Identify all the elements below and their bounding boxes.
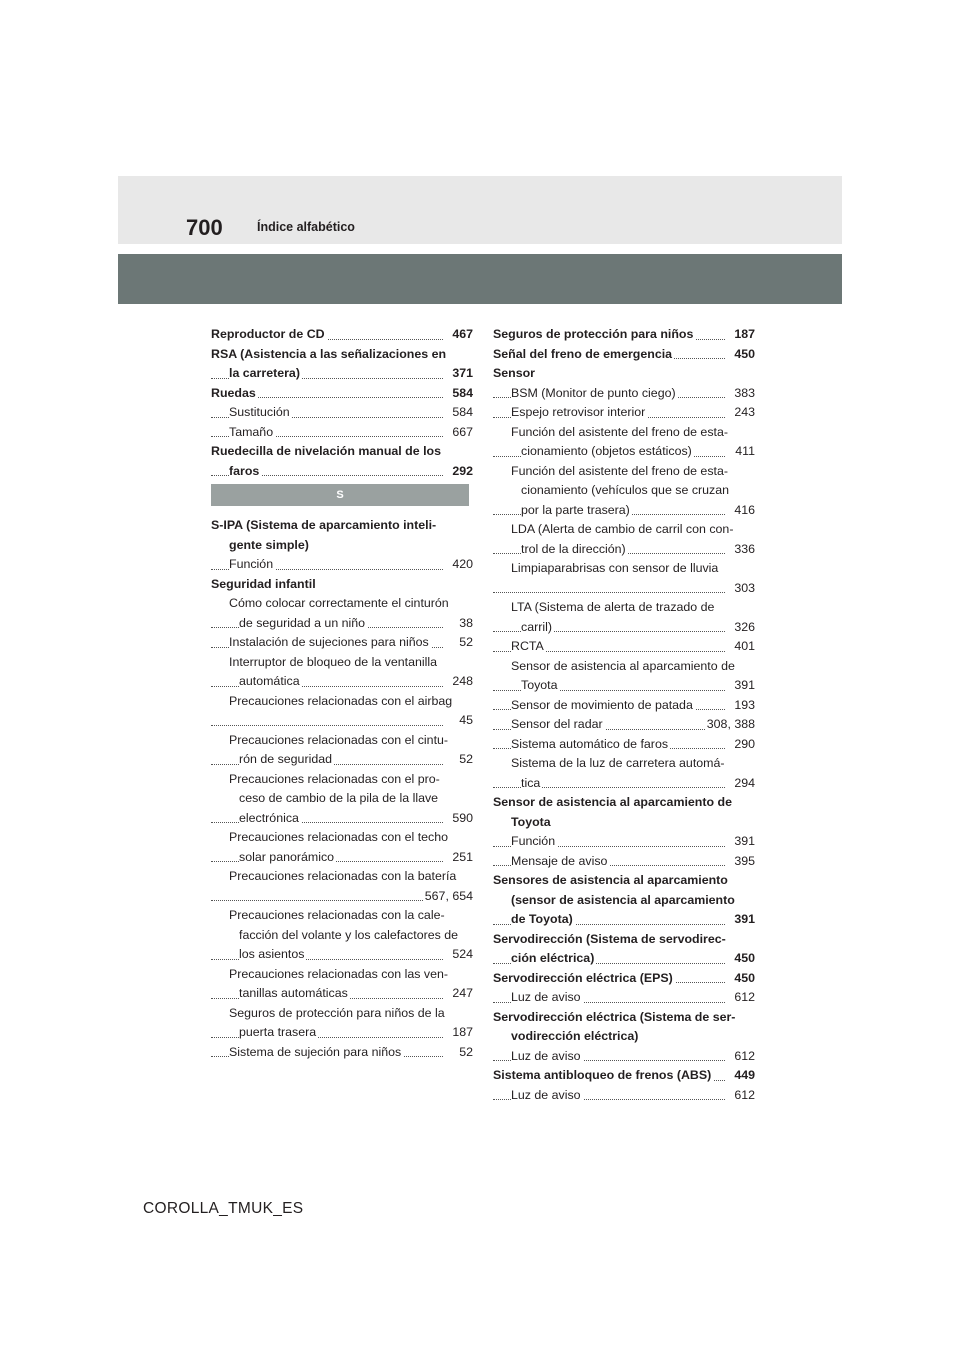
index-entry: [211, 672, 473, 692]
index-entry-label: Sistema de sujeción para niños: [229, 1043, 403, 1063]
index-entry-label: rón de seguridad: [239, 750, 334, 770]
index-entry-page: 467: [450, 325, 473, 345]
index-entry: [211, 536, 473, 556]
index-entry-label: Sensor: [493, 364, 537, 384]
index-entry-label: Tamaño: [229, 423, 275, 443]
index-entry-page: 326: [732, 618, 755, 638]
index-entry-label: Interruptor de bloqueo de la ventanilla: [229, 653, 439, 673]
index-entry-page: 612: [732, 1047, 755, 1067]
index-entry: [493, 832, 755, 852]
index-entry-label: Ruedas: [211, 384, 258, 404]
index-entry-label: Toyota: [511, 813, 553, 833]
index-entry: [211, 364, 473, 384]
index-entry-label: S-IPA (Sistema de aparcamiento inteli-: [211, 516, 438, 536]
index-entry-label: Servodirección (Sistema de servodirec-: [493, 930, 728, 950]
index-entry: [211, 594, 473, 614]
index-entry: [211, 1043, 473, 1063]
index-entry-label: Limpiaparabrisas con sensor de lluvia: [511, 559, 720, 579]
index-entry-page: 612: [732, 1086, 755, 1106]
index-entry-page: 584: [450, 403, 473, 423]
index-entry-label: Seguros de protección para niños de la: [229, 1004, 447, 1024]
index-entry-page: 450: [732, 345, 755, 365]
index-entry: [211, 1023, 473, 1043]
index-entry-page: 294: [732, 774, 755, 794]
index-entry-page: 567, 654: [423, 887, 473, 907]
index-entry: [211, 555, 473, 575]
index-entry-page: 383: [732, 384, 755, 404]
index-entry-page: 391: [732, 832, 755, 852]
section-title: Índice alfabético: [257, 220, 355, 234]
index-entry-label: Función: [511, 832, 557, 852]
index-entry: [493, 501, 755, 521]
index-entry-page: 391: [732, 676, 755, 696]
index-column-left-top: [211, 325, 473, 481]
index-column-right: [493, 325, 755, 1105]
index-entry: [493, 325, 755, 345]
index-entry: [211, 345, 473, 365]
index-entry-label: Servodirección eléctrica (Sistema de ser-: [493, 1008, 737, 1028]
index-entry-page: 667: [450, 423, 473, 443]
index-entry-label: por la parte trasera): [521, 501, 632, 521]
index-entry: [493, 403, 755, 423]
index-entry-label: vodirección eléctrica): [511, 1027, 640, 1047]
index-entry-label: trol de la dirección): [521, 540, 628, 560]
index-entry: [493, 774, 755, 794]
index-entry: [211, 692, 473, 712]
index-entry-label: Precauciones relacionadas con el cintu-: [229, 731, 450, 751]
index-entry-label: RSA (Asistencia a las señalizaciones en: [211, 345, 448, 365]
index-entry: [211, 516, 473, 536]
index-entry: [493, 540, 755, 560]
index-entry-page: 243: [732, 403, 755, 423]
index-entry: [211, 789, 473, 809]
index-entry-label: Luz de aviso: [511, 1086, 583, 1106]
index-entry: [493, 1086, 755, 1106]
index-entry: [493, 345, 755, 365]
index-entry-label: tanillas automáticas: [239, 984, 350, 1004]
index-entry-label: Espejo retrovisor interior: [511, 403, 647, 423]
index-entry-label: solar panorámico: [239, 848, 336, 868]
index-entry-label: Sensor de asistencia al aparcamiento de: [493, 793, 734, 813]
index-entry: [211, 945, 473, 965]
index-entry: [211, 614, 473, 634]
leader-dots: [493, 592, 725, 593]
index-entry-label: BSM (Monitor de punto ciego): [511, 384, 678, 404]
index-entry-label: Sensor del radar: [511, 715, 605, 735]
index-entry-label: ceso de cambio de la pila de la llave: [239, 789, 440, 809]
index-entry: [211, 984, 473, 1004]
index-entry: [211, 462, 473, 482]
index-entry-page: 420: [450, 555, 473, 575]
index-entry: [493, 871, 755, 891]
index-entry: [211, 325, 473, 345]
index-entry: [493, 364, 755, 384]
index-entry-label: tica: [521, 774, 542, 794]
index-entry-page: 193: [732, 696, 755, 716]
index-entry-page: 290: [732, 735, 755, 755]
index-entry: [493, 988, 755, 1008]
index-entry-label: Seguros de protección para niños: [493, 325, 695, 345]
index-entry: [211, 848, 473, 868]
index-entry: [211, 770, 473, 790]
header-band: [118, 176, 842, 244]
index-entry: [493, 520, 755, 540]
index-entry-label: carril): [521, 618, 554, 638]
index-entry-label: Precauciones relacionadas con la cale-: [229, 906, 447, 926]
index-entry-label: Cómo colocar correctamente el cinturón: [229, 594, 451, 614]
index-entry-label: Sistema de la luz de carretera automá-: [511, 754, 727, 774]
index-entry-page: 395: [732, 852, 755, 872]
index-entry-page: 187: [450, 1023, 473, 1043]
index-entry-label: Sensor de movimiento de patada: [511, 696, 695, 716]
index-entry: [493, 579, 755, 599]
index-entry-page: 292: [450, 462, 473, 482]
index-entry-page: 187: [732, 325, 755, 345]
index-entry-page: 45: [457, 711, 473, 731]
index-entry-label: facción del volante y los calefactores de: [239, 926, 460, 946]
leader-dots: [211, 725, 443, 726]
index-entry-label: Sistema automático de faros: [511, 735, 670, 755]
leader-dots: [211, 900, 443, 901]
index-entry: [493, 657, 755, 677]
index-entry-page: 248: [450, 672, 473, 692]
index-entry-page: 303: [732, 579, 755, 599]
index-entry-label: Señal del freno de emergencia: [493, 345, 674, 365]
index-entry-page: 308, 388: [705, 715, 755, 735]
index-entry-label: Precauciones relacionadas con el pro-: [229, 770, 442, 790]
index-entry: [211, 887, 473, 907]
index-entry-page: 416: [732, 501, 755, 521]
header-gap: [118, 244, 842, 254]
index-entry-label: Precauciones relacionadas con las ven-: [229, 965, 450, 985]
index-entry: [493, 754, 755, 774]
index-entry-label: Instalación de sujeciones para niños: [229, 633, 431, 653]
index-entry: [493, 735, 755, 755]
index-entry-label: la carretera): [229, 364, 302, 384]
index-entry-page: 247: [450, 984, 473, 1004]
index-entry: [493, 949, 755, 969]
index-entry-page: 450: [732, 949, 755, 969]
index-entry-label: Sistema antibloqueo de frenos (ABS): [493, 1066, 713, 1086]
index-entry-label: Precauciones relacionadas con el techo: [229, 828, 450, 848]
index-entry: [493, 715, 755, 735]
index-entry-page: 450: [732, 969, 755, 989]
index-entry: [493, 423, 755, 443]
index-entry: [493, 598, 755, 618]
index-entry: [211, 809, 473, 829]
index-entry: [211, 653, 473, 673]
index-entry-label: Luz de aviso: [511, 988, 583, 1008]
index-entry: [493, 793, 755, 813]
index-entry-page: 52: [457, 633, 473, 653]
index-entry-page: 251: [450, 848, 473, 868]
index-entry-label: Sensor de asistencia al aparcamiento de: [511, 657, 737, 677]
index-entry-label: LDA (Alerta de cambio de carril con con-: [511, 520, 735, 540]
index-entry: [211, 828, 473, 848]
index-entry: [493, 1047, 755, 1067]
index-entry-label: Función: [229, 555, 275, 575]
index-entry: [211, 575, 473, 595]
index-entry-label: Servodirección eléctrica (EPS): [493, 969, 675, 989]
index-entry-label: Sustitución: [229, 403, 292, 423]
index-entry: [211, 403, 473, 423]
index-entry-label: Función del asistente del freno de esta-: [511, 462, 730, 482]
index-entry: [493, 969, 755, 989]
index-entry-page: 590: [450, 809, 473, 829]
index-entry-label: Ruedecilla de nivelación manual de los: [211, 442, 443, 462]
index-entry: [493, 618, 755, 638]
index-entry-page: 52: [457, 750, 473, 770]
index-entry-label: ción eléctrica): [511, 949, 596, 969]
index-entry-label: Mensaje de aviso: [511, 852, 609, 872]
index-entry-label: los asientos: [239, 945, 306, 965]
index-entry: [211, 906, 473, 926]
index-entry-label: Toyota: [521, 676, 560, 696]
index-entry-label: (sensor de asistencia al aparcamiento: [511, 891, 737, 911]
index-entry-label: RCTA: [511, 637, 546, 657]
index-entry-label: cionamiento (objetos estáticos): [521, 442, 694, 462]
index-entry: [211, 1004, 473, 1024]
index-entry-page: 38: [457, 614, 473, 634]
index-entry: [211, 384, 473, 404]
index-entry-page: 584: [450, 384, 473, 404]
index-entry: [493, 1008, 755, 1028]
document-code: COROLLA_TMUK_ES: [143, 1200, 304, 1217]
index-entry: [211, 731, 473, 751]
index-entry-label: de seguridad a un niño: [239, 614, 367, 634]
index-entry-page: 391: [732, 910, 755, 930]
index-entry-label: electrónica: [239, 809, 301, 829]
index-entry-label: Sensores de asistencia al aparcamiento: [493, 871, 730, 891]
index-entry: [493, 813, 755, 833]
index-entry-page: 524: [450, 945, 473, 965]
index-entry: [493, 676, 755, 696]
index-entry: [493, 696, 755, 716]
index-entry: [211, 423, 473, 443]
index-entry: [493, 481, 755, 501]
index-entry: [211, 711, 473, 731]
index-entry-label: LTA (Sistema de alerta de trazado de: [511, 598, 716, 618]
header-dark-band: [118, 254, 842, 304]
index-entry: [211, 867, 473, 887]
index-entry-page: 612: [732, 988, 755, 1008]
page-number: 700: [186, 215, 223, 240]
index-entry-label: Precauciones relacionadas con el airbag: [229, 692, 454, 712]
index-entry: [493, 462, 755, 482]
index-entry: [493, 559, 755, 579]
index-entry: [493, 1066, 755, 1086]
index-entry-page: 401: [732, 637, 755, 657]
index-entry: [493, 910, 755, 930]
index-entry-label: Reproductor de CD: [211, 325, 327, 345]
index-entry-label: automática: [239, 672, 302, 692]
index-entry: [211, 442, 473, 462]
section-letter-bar: S: [211, 484, 469, 506]
index-entry: [493, 930, 755, 950]
index-entry: [211, 633, 473, 653]
index-entry-label: cionamiento (vehículos que se cruzan: [521, 481, 731, 501]
index-entry-page: 411: [733, 442, 755, 462]
index-entry: [493, 442, 755, 462]
index-entry-label: puerta trasera: [239, 1023, 318, 1043]
index-entry-page: 52: [457, 1043, 473, 1063]
index-entry-label: Precauciones relacionadas con la batería: [229, 867, 458, 887]
index-entry-label: Luz de aviso: [511, 1047, 583, 1067]
index-entry-label: Seguridad infantil: [211, 575, 318, 595]
index-entry: [493, 852, 755, 872]
index-entry: [493, 384, 755, 404]
index-column-left-s: [211, 516, 473, 1062]
index-entry: [211, 750, 473, 770]
index-entry: [211, 926, 473, 946]
index-entry-page: 336: [732, 540, 755, 560]
index-entry: [493, 1027, 755, 1047]
index-entry-page: 449: [732, 1066, 755, 1086]
index-entry: [493, 637, 755, 657]
index-entry-label: Función del asistente del freno de esta-: [511, 423, 730, 443]
index-entry-label: faros: [229, 462, 261, 482]
index-entry: [211, 965, 473, 985]
index-entry-label: de Toyota): [511, 910, 575, 930]
index-entry: [493, 891, 755, 911]
index-entry-page: 371: [450, 364, 473, 384]
index-entry-label: gente simple): [229, 536, 311, 556]
